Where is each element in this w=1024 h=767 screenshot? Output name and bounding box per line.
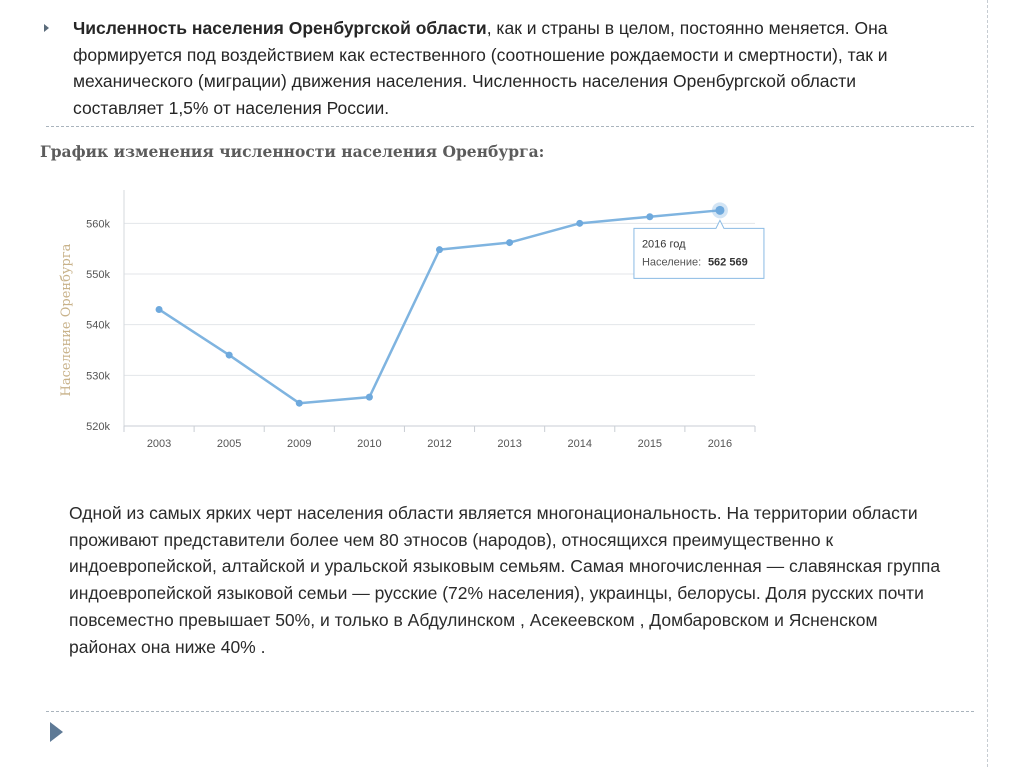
y-tick-label: 550k (86, 269, 110, 281)
bullet-arrow-icon (44, 24, 49, 32)
tooltip-label: Население: (641, 256, 702, 269)
x-tick-label: 2010 (357, 438, 382, 450)
x-tick-label: 2012 (427, 438, 452, 450)
x-tick-label: 2015 (637, 438, 663, 450)
x-tick-label: 2003 (146, 438, 172, 450)
data-point (226, 352, 233, 359)
tooltip-title: 2016 год (641, 238, 686, 251)
bottom-divider (46, 711, 974, 712)
population-line-chart (40, 190, 800, 470)
data-point-highlighted (715, 206, 724, 215)
data-point (646, 213, 653, 220)
data-point (576, 220, 583, 227)
data-point (436, 246, 443, 253)
x-tick-label: 2009 (287, 438, 312, 450)
y-tick-label: 560k (86, 218, 110, 231)
intro-paragraph (73, 15, 933, 121)
data-point (156, 306, 163, 313)
intro-text: , как и страны в целом, постоянно меняется. Она формируется под воздействием как естественного (соотношение рождаемости и смертности), так и механического (миграции) движения населения. Численность населения Оренбургской области составляет 1,5% от населения России. (73, 18, 888, 118)
tooltip-value: 562 569 (707, 256, 748, 269)
right-divider (987, 0, 988, 767)
x-tick-label: 2016 (707, 438, 733, 450)
intro-bold-text: Численность населения Оренбургской области (73, 18, 487, 38)
top-divider (46, 126, 974, 127)
data-point (506, 239, 513, 246)
y-tick-label: 540k (86, 319, 110, 332)
data-point (366, 394, 373, 401)
data-point (296, 400, 303, 407)
y-axis-title: Население Оренбурга (59, 243, 74, 397)
y-tick-label: 520k (86, 421, 110, 433)
y-tick-label: 530k (86, 370, 110, 383)
body-paragraph: Одной из самых ярких черт населения области является многонациональность. На территории области проживают представители более чем 80 этносов (народов), относящихся преимущественно к индоевропейской, алтайской и уральской языковым семьям. Самая многочисленная — славянская группа индоевропейской языковой семьи — русские (72% населения), украинцы, белорусы. Доля русских почти повсеместно превышает 50%, и только в Абдулинском , Асекеевском , Домбаровском и Ясненском районах она ниже 40% . (69, 503, 941, 657)
x-tick-label: 2013 (497, 438, 522, 450)
next-slide-icon[interactable] (50, 722, 63, 742)
chart-title: График изменения численности населения Оренбурга: (40, 142, 545, 161)
x-tick-label: 2014 (567, 438, 592, 450)
x-tick-label: 2005 (216, 438, 242, 450)
